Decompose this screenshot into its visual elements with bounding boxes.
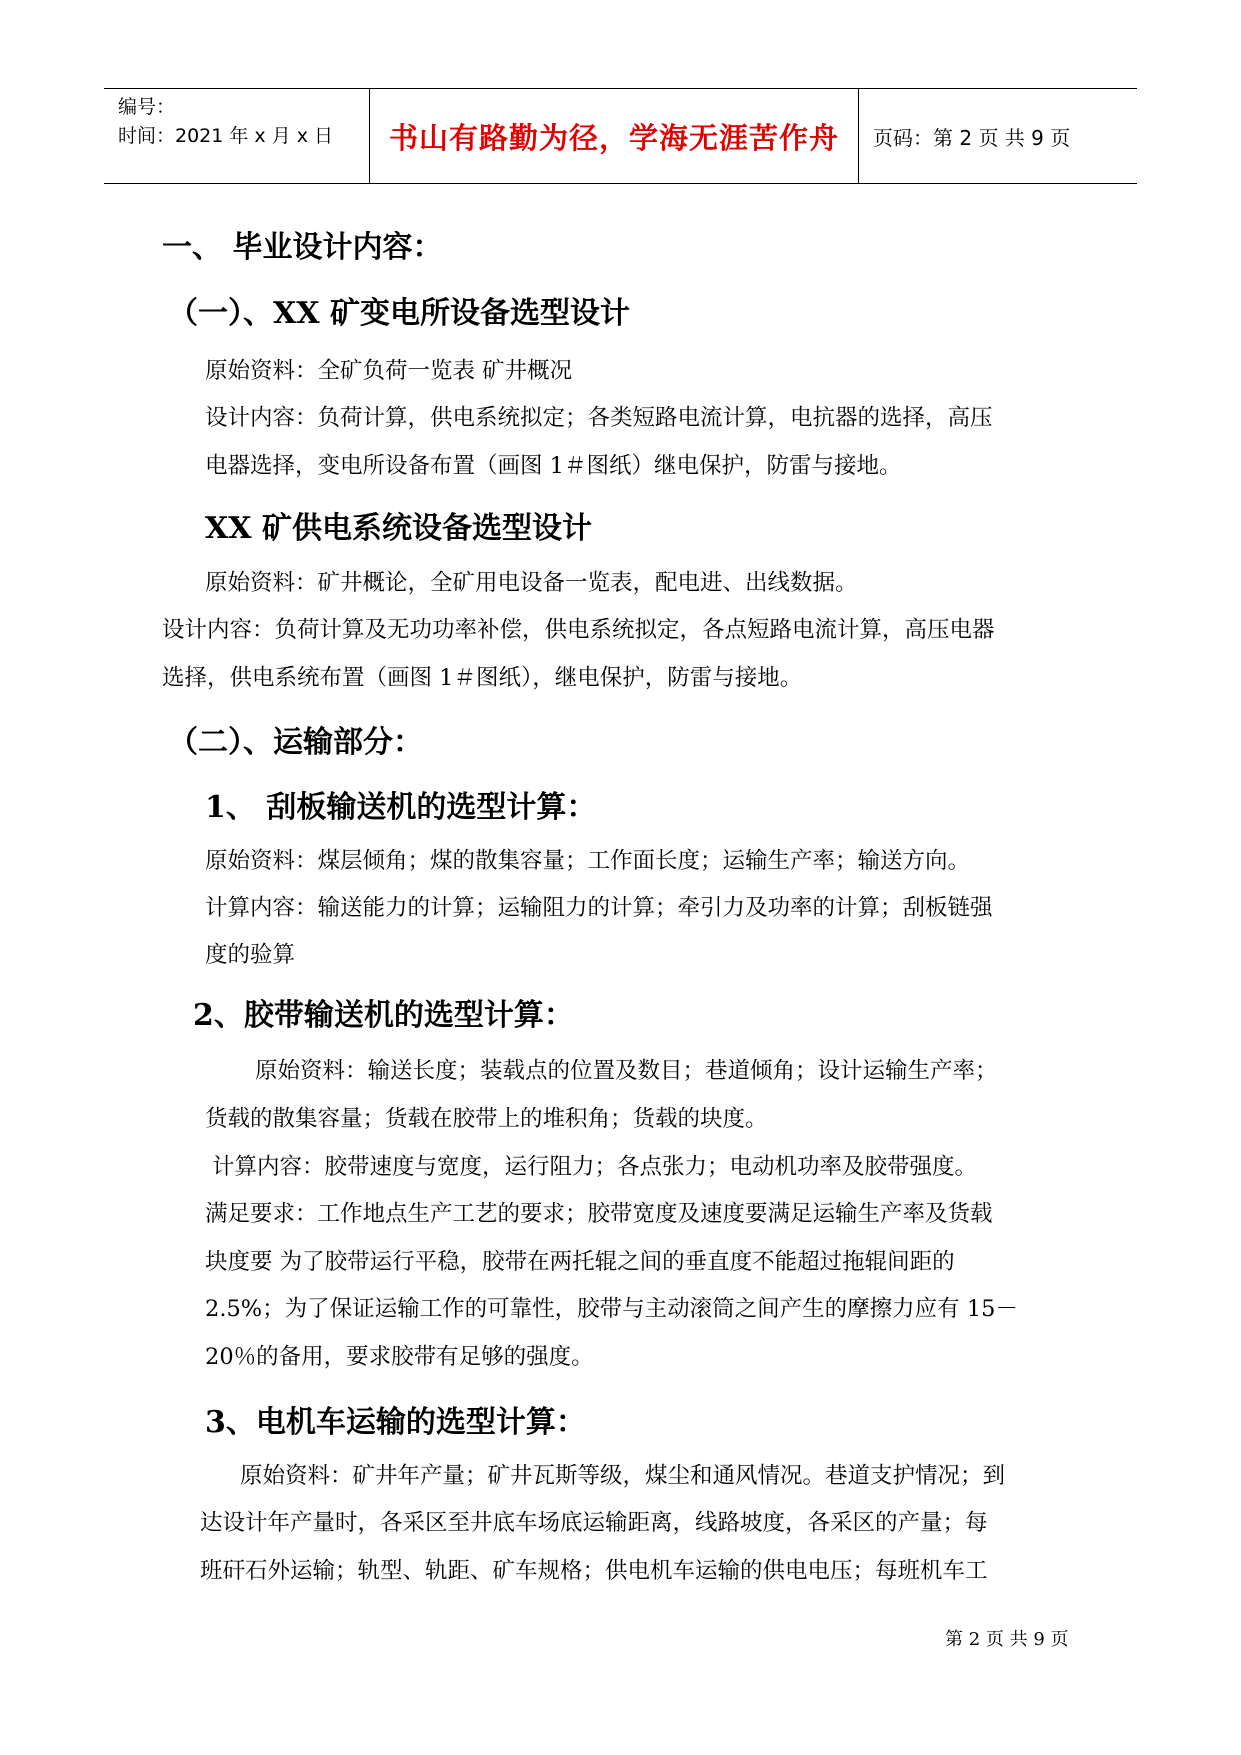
paragraph-line: 货载的散集容量；货载在胶带上的堆积角；货载的块度。 [205,1106,768,1132]
paragraph-line: 原始资料：矿井概论，全矿用电设备一览表，配电进、出线数据。 [205,570,858,596]
paragraph-line: 块度要 为了胶带运行平稳，胶带在两托辊之间的垂直度不能超过拖辊间距的 [205,1249,955,1275]
header-info [104,89,369,183]
footer-page-number: 第 2 页 共 9 页 [945,1629,1069,1650]
paragraph-line: 班矸石外运输；轨型、轨距、矿车规格；供电机车运输的供电电压；每班机车工 [200,1558,988,1584]
paragraph-line: 设计内容：负荷计算，供电系统拟定；各类短路电流计算，电抗器的选择，高压 [205,405,993,431]
paragraph-line: 原始资料：输送长度；装载点的位置及数目；巷道倾角；设计运输生产率； [255,1058,998,1084]
subsection-heading: 3、电机车运输的选型计算： [205,1405,586,1440]
paragraph-line: 20％的备用，要求胶带有足够的强度。 [205,1344,594,1370]
paragraph-line: 原始资料：煤层倾角；煤的散集容量；工作面长度；运输生产率；输送方向。 [205,848,971,874]
paragraph-line: 原始资料：矿井年产量；矿井瓦斯等级，煤尘和通风情况。巷道支护情况；到 [240,1463,1006,1489]
paragraph-line: 计算内容：胶带速度与宽度，运行阻力；各点张力；电动机功率及胶带强度。 [212,1154,978,1180]
header-page-number: 页码：第 2 页 共 9 页 [873,125,1071,150]
subsection-heading: 1、 刮板输送机的选型计算： [205,790,597,825]
paragraph-line: 设计内容：负荷计算及无功功率补偿，供电系统拟定，各点短路电流计算，高压电器 [162,617,995,643]
page-header [104,88,1137,184]
paragraph-line: 2.5%；为了保证运输工作的可靠性，胶带与主动滚筒之间产生的摩擦力应有 15－ [205,1296,1018,1322]
subsection-heading: （一）、XX 矿变电所设备选型设计 [168,296,630,331]
subsection-heading: 2、胶带输送机的选型计算： [193,998,574,1033]
paragraph-line: 度的验算 [205,942,296,968]
paragraph-line: 达设计年产量时，各采区至井底车场底运输距离，线路坡度，各采区的产量；每 [200,1510,988,1536]
document-number-label: 编号： [118,96,176,118]
section-heading: 一、 毕业设计内容： [162,230,443,265]
paragraph-line: 计算内容：输送能力的计算；运输阻力的计算；牵引力及功率的计算；刮板链强 [205,895,993,921]
subsection-heading: XX 矿供电系统设备选型设计 [205,511,592,546]
paragraph-line: 电器选择，变电所设备布置（画图 1＃图纸）继电保护，防雷与接地。 [205,453,902,479]
subsection-heading: （二）、运输部分： [168,725,423,760]
paragraph-line: 满足要求：工作地点生产工艺的要求；胶带宽度及速度要满足运输生产率及货载 [205,1201,993,1227]
paragraph-line: 原始资料：全矿负荷一览表 矿井概况 [205,358,573,384]
paragraph-line: 选择，供电系统布置（画图 1＃图纸），继电保护，防雷与接地。 [162,665,803,691]
header-motto: 书山有路勤为径，学海无涯苦作舟 [369,89,859,183]
document-time-label: 时间：2021 年 x 月 x 日 [118,125,334,147]
